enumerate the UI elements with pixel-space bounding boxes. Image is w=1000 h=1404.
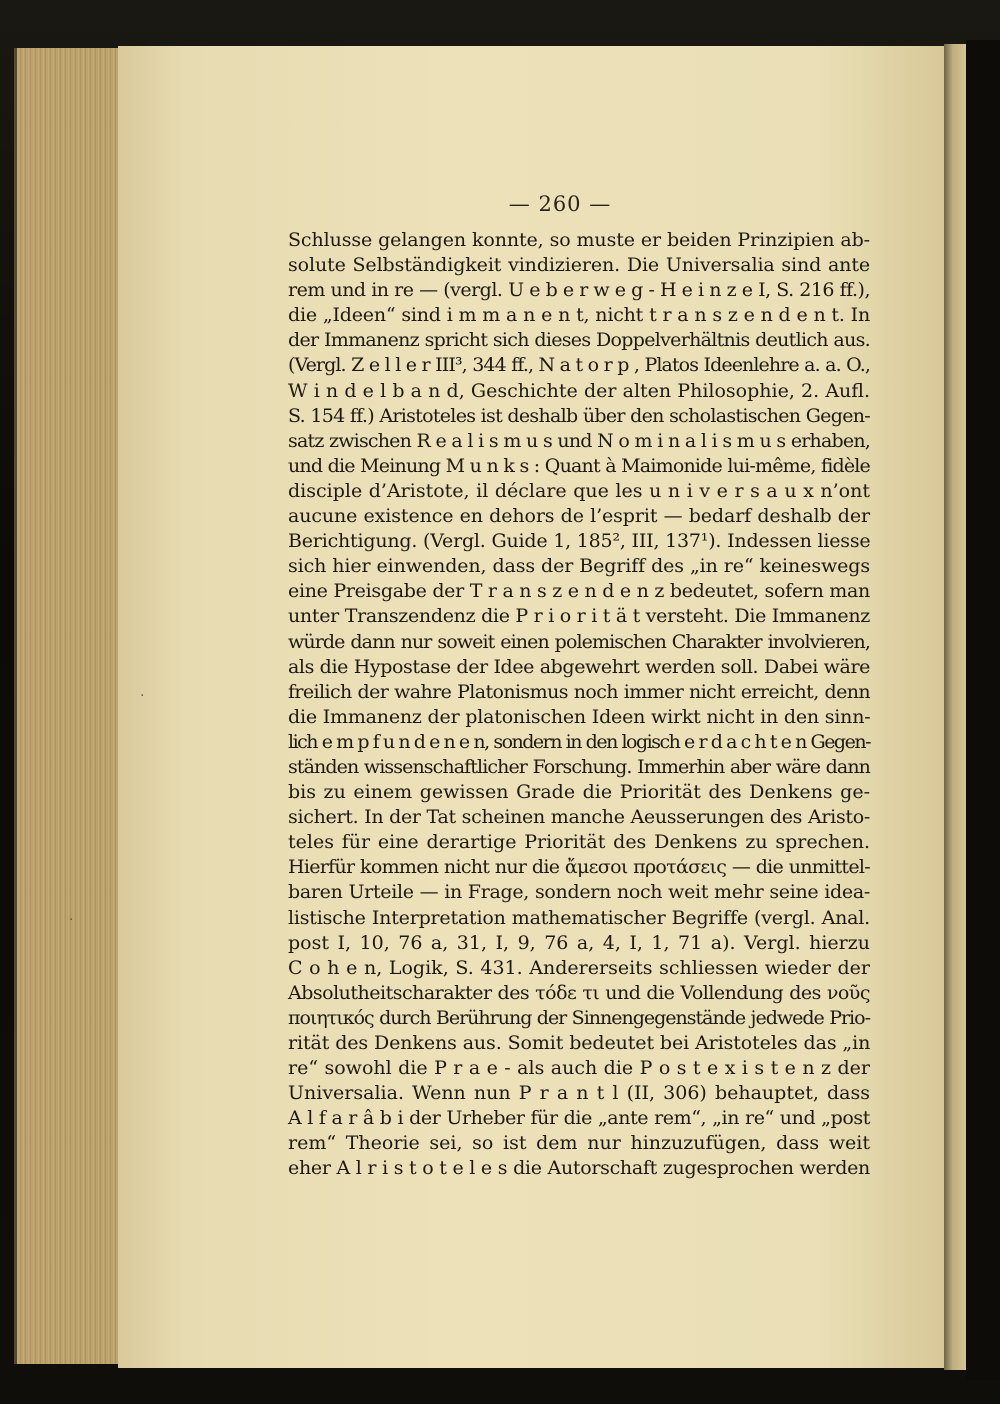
text-line: rität des Denkens aus. Somit bedeutet bei Aristoteles das „in: [288, 1032, 871, 1054]
text-line: eher A l r i s t o t e l e s die Autorschaft zugesprochen werden: [288, 1157, 870, 1180]
text-line: Hierfür kommen nicht nur die ἄμεσοι προτάσεις — die unmittel-: [288, 856, 870, 879]
text-line: Universalia. Wenn nun P r a n t l (II, 306) behauptet, dass: [288, 1082, 870, 1105]
text-line: Schlusse gelangen konnte, so muste er beiden Prinzipien ab-: [288, 229, 870, 251]
text-line: freilich der wahre Platonismus noch immer nicht erreicht, denn: [288, 680, 870, 703]
text-line: Berichtigung. (Vergl. Guide 1, 185², III, 137¹). Indessen liesse: [288, 530, 871, 553]
text-line: rem“ Theorie sei, so ist dem nur hinzuzufügen, dass weit: [288, 1132, 870, 1155]
scan-edge: [966, 40, 1000, 1380]
text-line: solute Selbständigkeit vindizieren. Die Universalia sind ante: [288, 254, 870, 277]
text-line: satz zwischen R e a l i s m u s und N o m i n a l i s m u s erhaben,: [288, 429, 870, 452]
text-line: re“ sowohl die P r a e - als auch die P o s t e x i s t e n z der: [288, 1057, 870, 1080]
text-line: listische Interpretation mathematischer Begriffe (vergl. Anal.: [288, 906, 870, 929]
page-number: — 260 —: [508, 192, 612, 216]
margin-speck: ·: [69, 912, 74, 928]
text-line: W i n d e l b a n d, Geschichte der alten Philosophie, 2. Aufl.: [288, 379, 870, 402]
text-line: disciple d’Aristote, il déclare que les u n i v e r s a u x n’ont: [288, 479, 870, 502]
text-line: die „Ideen“ sind i m m a n e n t, nicht t r a n s z e n d e n t. In: [288, 304, 870, 327]
text-line: würde dann nur soweit einen polemischen Charakter involvieren,: [288, 630, 870, 653]
text-line: bis zu einem gewissen Grade die Priorität des Denkens ge-: [288, 781, 870, 804]
text-line: als die Hypostase der Idee abgewehrt werden soll. Dabei wäre: [288, 655, 870, 678]
text-line: sichert. In der Tat scheinen manche Aeusserungen des Aristo-: [288, 806, 870, 829]
text-line: eine Preisgabe der T r a n s z e n d e n z bedeutet, sofern man: [288, 580, 870, 603]
book-page-edges: [14, 48, 129, 1364]
text-line: (Vergl. Z e l l e r III³, 344 ff., N a t o r p , Platos Ideenlehre a. a. O.,: [288, 354, 870, 377]
text-line: C o h e n, Logik, S. 431. Andererseits schliessen wieder der: [288, 956, 870, 979]
text-line: A l f a r â b i der Urheber für die „ante rem“, „in re“ und „post: [288, 1107, 870, 1130]
text-line: S. 154 ff.) Aristoteles ist deshalb über den scholastischen Gegen-: [288, 404, 870, 427]
text-line: ποιητικός durch Berührung der Sinnengegenstände jedwede Prio-: [288, 1006, 870, 1029]
text-line: unter Transzendenz die P r i o r i t ä t versteht. Die Immanenz: [288, 605, 870, 628]
text-line: post I, 10, 76 a, 31, I, 9, 76 a, 4, I, 1, 71 a). Vergl. hierzu: [288, 931, 870, 954]
text-line: ständen wissenschaftlicher Forschung. Immerhin aber wäre dann: [288, 755, 870, 778]
text-line: der Immanenz spricht sich dieses Doppelverhältnis deutlich aus.: [288, 329, 870, 352]
book-gutter: [944, 44, 966, 1370]
text-line: die Immanenz der platonischen Ideen wirkt nicht in den sinn-: [288, 705, 871, 728]
text-line: und die Meinung M u n k s : Quant à Maimonide lui-même, fidèle: [288, 454, 870, 477]
text-line: teles für eine derartige Priorität des Denkens zu sprechen.: [288, 831, 870, 854]
text-line: lich e m p f u n d e n e n, sondern in den logisch e r d a c h t e n Gegen-: [288, 730, 870, 753]
text-line: aucune existence en dehors de l’esprit — bedarf deshalb der: [288, 505, 870, 528]
text-line: baren Urteile — in Frage, sondern noch weit mehr seine idea-: [288, 881, 870, 904]
text-line: sich hier einwenden, dass der Begriff des „in re“ keineswegs: [288, 555, 870, 578]
text-line: rem und in re — (vergl. U e b e r w e g - H e i n z e I, S. 216 ff.),: [288, 279, 870, 302]
margin-speck: ·: [140, 688, 145, 704]
body-text: [288, 228, 870, 1182]
text-line: Absolutheitscharakter des τόδε τι und die Vollendung des νοῦς: [288, 981, 870, 1004]
